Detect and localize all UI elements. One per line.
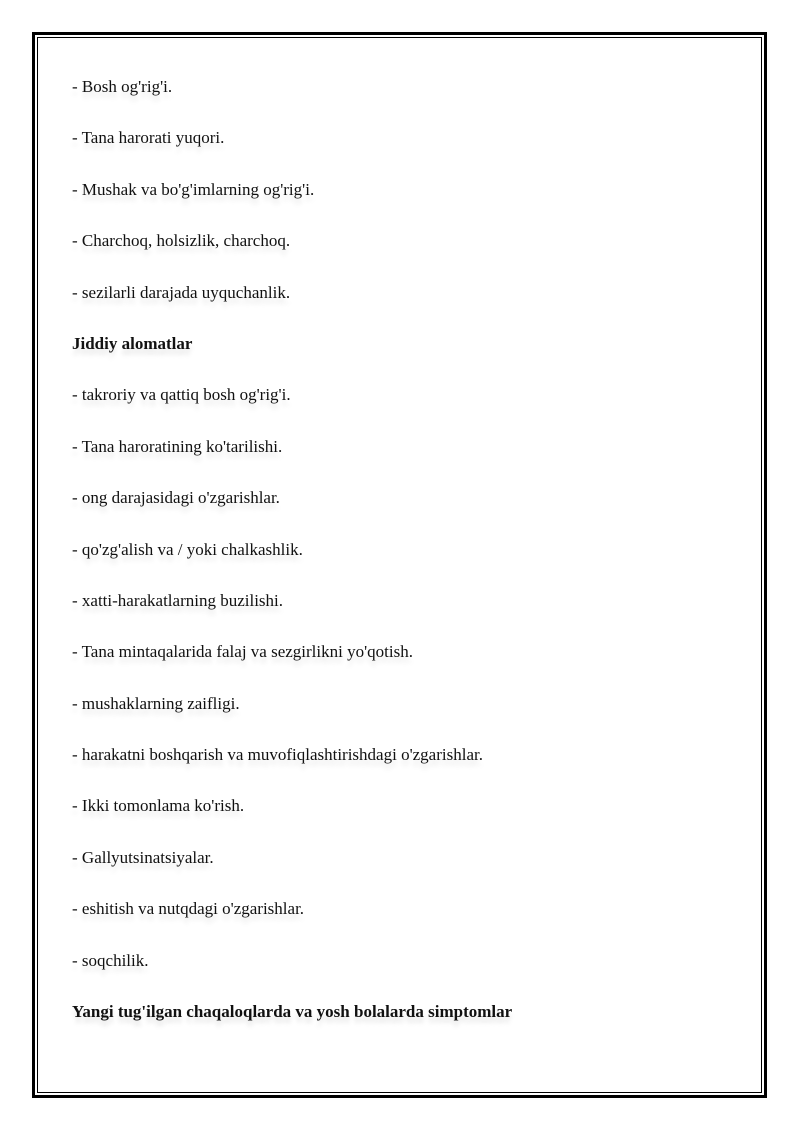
list-item: - qo'zg'alish va / yoki chalkashlik.	[72, 539, 303, 559]
list-item: - xatti-harakatlarning buzilishi.	[72, 590, 284, 610]
section-heading-serious-symptoms: Jiddiy alomatlar	[72, 333, 193, 353]
list-item: - mushaklarning zaifligi.	[72, 693, 240, 713]
list-item: - Ikki tomonlama ko'rish.	[72, 796, 245, 816]
list-item: - harakatni boshqarish va muvofiqlashtirishdagi o'zgarishlar.	[72, 745, 483, 765]
list-item: - Tana harorati yuqori.	[72, 128, 225, 148]
list-item: - Tana mintaqalarida falaj va sezgirlikni yo'qotish.	[72, 642, 413, 662]
list-item: - takroriy va qattiq bosh og'rig'i.	[72, 385, 291, 405]
list-item: - Bosh og'rig'i.	[72, 77, 173, 96]
list-item: - sezilarli darajada uyquchanlik.	[72, 282, 291, 302]
list-item: - ong darajasidagi o'zgarishlar.	[72, 488, 280, 508]
list-item: - eshitish va nutqdagi o'zgarishlar.	[72, 899, 305, 919]
list-item: - soqchilik.	[72, 950, 149, 970]
list-item: - Gallyutsinatsiyalar.	[72, 847, 214, 867]
document-body	[72, 75, 732, 1051]
list-item: - Tana haroratining ko'tarilishi.	[72, 436, 283, 456]
list-item: - Charchoq, holsizlik, charchoq.	[72, 231, 291, 251]
section-heading-newborn-symptoms: Yangi tug'ilgan chaqaloqlarda va yosh bolalarda simptomlar	[72, 1002, 513, 1022]
list-item: - Mushak va bo'g'imlarning og'rig'i.	[72, 179, 315, 199]
